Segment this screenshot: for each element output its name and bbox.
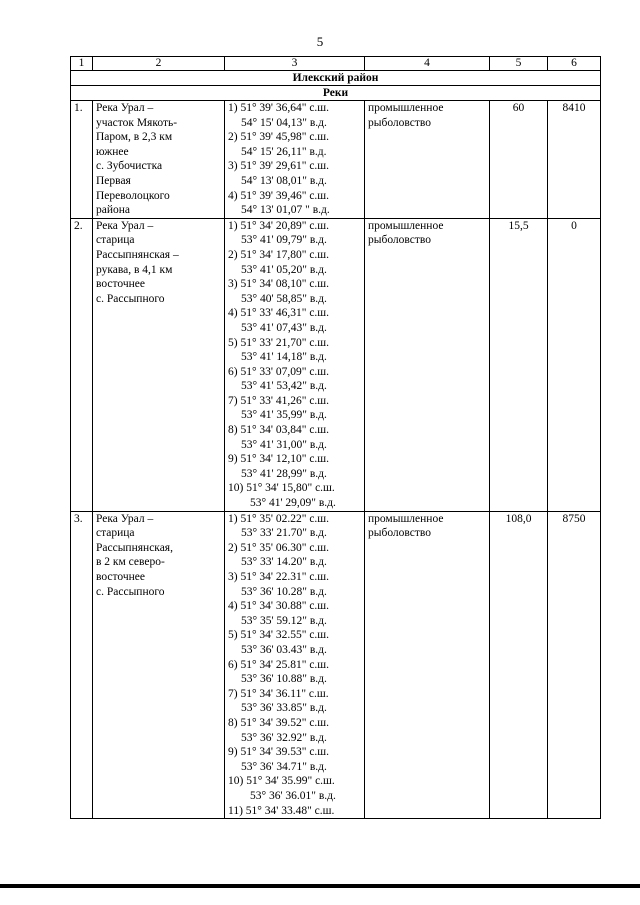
latitude-value: 3) 51° 34' 08,10" с.ш. <box>228 278 330 291</box>
latitude-value: 1) 51° 35' 02.22" с.ш. <box>228 512 330 525</box>
name-line: с. Зубочистка <box>96 160 163 173</box>
name-line: с. Рассыпного <box>96 292 165 305</box>
latitude-value: 11) 51° 34' 33.48" с.ш. <box>228 804 335 817</box>
fishing-areas-table <box>70 56 601 819</box>
longitude-value: 53° 41' 05,20" в.д. <box>241 263 327 276</box>
longitude-value: 53° 36' 33.85" в.д. <box>241 702 327 715</box>
latitude-value: 4) 51° 34' 30.88" с.ш. <box>228 600 330 613</box>
usage-line: рыболовство <box>368 234 432 247</box>
latitude-value: 5) 51° 33' 21,70" с.ш. <box>228 336 330 349</box>
longitude-value: 53° 41' 14,18" в.д. <box>241 351 327 364</box>
longitude-value: 54° 15' 26,11" в.д. <box>241 145 327 158</box>
column-5-value: 108,0 <box>490 511 548 818</box>
usage-line: промышленное <box>368 102 444 114</box>
row-number: 2. <box>71 218 93 511</box>
section-heading-row <box>71 86 601 101</box>
longitude-value: 53° 41' 35,99" в.д. <box>241 409 327 422</box>
latitude-value: 8) 51° 34' 03,84" с.ш. <box>228 424 330 437</box>
usage-line: промышленное <box>368 512 444 525</box>
name-line: в 2 км северо- <box>96 556 165 569</box>
column-5-value: 60 <box>490 101 548 219</box>
name-line: Река Урал – <box>96 512 154 525</box>
name-line: Река Урал – <box>96 102 154 114</box>
latitude-value: 1) 51° 34' 20,89" с.ш. <box>228 219 330 232</box>
latitude-value: 10) 51° 34' 15,80" с.ш. <box>228 482 335 495</box>
column-number-row <box>71 57 601 71</box>
longitude-value: 53° 36' 34.71" в.д. <box>241 760 327 773</box>
longitude-value: 53° 36' 36.01" в.д. <box>250 789 336 802</box>
page-number: 5 <box>316 34 324 49</box>
district-heading-row <box>71 71 601 86</box>
name-line: Река Урал – <box>96 219 154 232</box>
longitude-value: 53° 36' 10.28" в.д. <box>241 585 327 598</box>
name-line: Первая <box>96 174 131 187</box>
longitude-value: 54° 13' 01,07 " в.д. <box>241 204 330 217</box>
coordinates-cell <box>225 101 365 219</box>
name-line: Переволоцкого <box>96 189 170 202</box>
column-number: 5 <box>490 57 548 71</box>
longitude-value: 54° 13' 08,01" в.д. <box>241 174 327 187</box>
latitude-value: 3) 51° 34' 22.31" с.ш. <box>228 571 330 583</box>
latitude-value: 3) 51° 39' 29,61" с.ш. <box>228 160 330 173</box>
longitude-value: 53° 41' 09,79" в.д. <box>241 234 327 247</box>
name-line: восточнее <box>96 278 145 291</box>
longitude-value: 53° 36' 10.88" в.д. <box>241 673 327 686</box>
longitude-value: 53° 41' 53,42" в.д. <box>241 380 327 393</box>
column-5-value: 15,5 <box>490 218 548 511</box>
name-line: рукава, в 4,1 км <box>96 263 173 276</box>
usage-line: промышленное <box>368 219 444 232</box>
name-line: с. Рассыпного <box>96 585 165 598</box>
name-line: района <box>96 204 131 217</box>
longitude-value: 53° 41' 31,00" в.д. <box>241 438 327 451</box>
latitude-value: 8) 51° 34' 39.52" с.ш. <box>228 716 330 729</box>
latitude-value: 1) 51° 39' 36,64" с.ш. <box>228 102 330 114</box>
column-number: 4 <box>365 57 490 71</box>
section-heading: Реки <box>71 86 601 101</box>
table-body <box>71 101 601 819</box>
latitude-value: 7) 51° 33' 41,26" с.ш. <box>228 394 330 407</box>
name-line: восточнее <box>96 571 145 583</box>
usage-line: рыболовство <box>368 116 432 129</box>
name-line: старица <box>96 527 135 540</box>
latitude-value: 4) 51° 33' 46,31" с.ш. <box>228 307 330 320</box>
latitude-value: 2) 51° 34' 17,80" с.ш. <box>228 248 330 261</box>
usage-type <box>365 218 490 511</box>
latitude-value: 4) 51° 39' 39,46" с.ш. <box>228 189 330 202</box>
latitude-value: 5) 51° 34' 32.55" с.ш. <box>228 629 330 642</box>
table-row <box>71 218 601 511</box>
latitude-value: 6) 51° 33' 07,09" с.ш. <box>228 365 330 378</box>
longitude-value: 53° 41' 28,99" в.д. <box>241 467 327 480</box>
longitude-value: 53° 33' 21.70" в.д. <box>241 527 327 540</box>
coordinates-cell <box>225 218 365 511</box>
coordinates-cell <box>225 511 365 818</box>
column-number: 3 <box>225 57 365 71</box>
column-6-value: 0 <box>548 218 601 511</box>
water-body-name <box>93 218 225 511</box>
latitude-value: 10) 51° 34' 35.99" с.ш. <box>228 775 335 788</box>
row-number: 3. <box>71 511 93 818</box>
longitude-value: 53° 40' 58,85" в.д. <box>241 292 327 305</box>
column-number: 1 <box>71 57 93 71</box>
longitude-value: 53° 41' 29,09" в.д. <box>250 497 336 510</box>
latitude-value: 7) 51° 34' 36.11" с.ш. <box>228 687 329 700</box>
name-line: Рассыпнянская – <box>96 248 179 261</box>
column-number: 6 <box>548 57 601 71</box>
water-body-name <box>93 511 225 818</box>
usage-line: рыболовство <box>368 527 432 540</box>
name-line: старица <box>96 234 135 247</box>
column-number: 2 <box>93 57 225 71</box>
row-number: 1. <box>71 101 93 219</box>
column-6-value: 8750 <box>548 511 601 818</box>
longitude-value: 54° 15' 04,13" в.д. <box>241 116 327 129</box>
longitude-value: 53° 36' 03.43" в.д. <box>241 643 327 656</box>
usage-type <box>365 511 490 818</box>
latitude-value: 6) 51° 34' 25.81" с.ш. <box>228 658 330 671</box>
bottom-rule <box>0 884 640 888</box>
longitude-value: 53° 35' 59.12" в.д. <box>241 614 327 627</box>
table-row <box>71 511 601 818</box>
name-line: Паром, в 2,3 км <box>96 131 173 144</box>
longitude-value: 53° 36' 32.92" в.д. <box>241 731 327 744</box>
longitude-value: 53° 41' 07,43" в.д. <box>241 321 327 334</box>
name-line: Рассыпнянская, <box>96 541 173 554</box>
column-6-value: 8410 <box>548 101 601 219</box>
table-row <box>71 101 601 219</box>
name-line: участок Мякоть- <box>96 116 178 129</box>
water-body-name <box>93 101 225 219</box>
name-line: южнее <box>96 145 129 158</box>
longitude-value: 53° 33' 14.20" в.д. <box>241 556 327 569</box>
latitude-value: 2) 51° 35' 06.30" с.ш. <box>228 541 330 554</box>
latitude-value: 2) 51° 39' 45,98" с.ш. <box>228 131 330 144</box>
district-heading: Илекский район <box>71 71 601 86</box>
latitude-value: 9) 51° 34' 12,10" с.ш. <box>228 453 330 466</box>
usage-type <box>365 101 490 219</box>
latitude-value: 9) 51° 34' 39.53" с.ш. <box>228 746 330 759</box>
